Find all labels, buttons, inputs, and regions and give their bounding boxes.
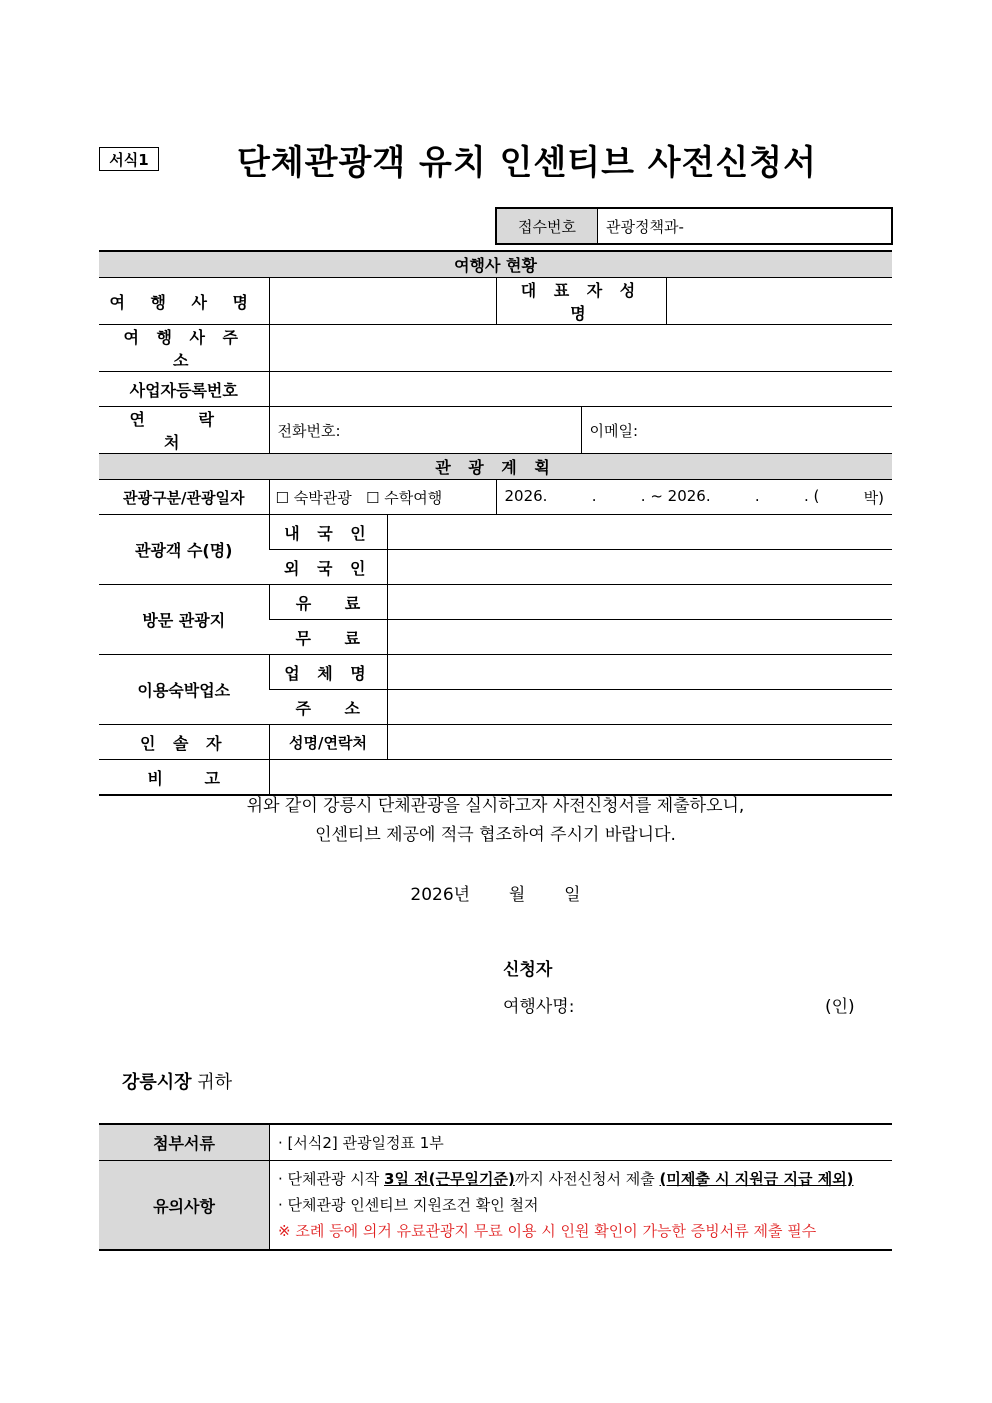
- section-heading-plan: 관 광 계 획: [99, 454, 892, 480]
- precautions-list: [270, 1161, 893, 1251]
- precaution-warning: ※ 조례 등에 의거 유료관광지 무료 이용 시 인원 확인이 가능한 증빙서류 제출 필수: [278, 1222, 817, 1240]
- statement-line-2: 인센티브 제공에 적극 협조하여 주시기 바랍니다.: [315, 825, 676, 845]
- precaution-item-1: [278, 1166, 884, 1192]
- date-separator: . ~ 2026.: [640, 486, 711, 505]
- domestic-count-field[interactable]: [387, 515, 892, 550]
- application-table: [99, 250, 892, 796]
- domestic-label: 내 국 인: [269, 515, 387, 550]
- representative-name-field[interactable]: [666, 278, 892, 325]
- attachments-item: · [서식2] 관광일정표 1부: [270, 1124, 893, 1161]
- date-start-year: 2026.: [504, 486, 548, 505]
- guide-contact-label: 성명/연락처: [269, 725, 387, 760]
- page-title: 단체관광객 유치 인센티브 사전신청서: [236, 143, 817, 183]
- phone-field[interactable]: [269, 407, 581, 454]
- agency-address-label: 여 행 사 주 소: [99, 325, 269, 372]
- paid-attractions-label: 유 료: [269, 585, 387, 620]
- section-heading-agency: 여행사 현황: [99, 251, 892, 278]
- phone-label: 전화번호:: [277, 421, 341, 440]
- lodging-address-field[interactable]: [387, 690, 892, 725]
- receipt-number-box: [495, 207, 893, 245]
- checkbox-overnight[interactable]: ☐ 숙박관광: [275, 488, 352, 507]
- agency-name-label: 여 행 사 명: [99, 278, 269, 325]
- lodging-name-label: 업 체 명: [269, 655, 387, 690]
- tour-type-options: [269, 480, 496, 515]
- business-registration-field[interactable]: [269, 372, 892, 407]
- precaution-item-2: · 단체관광 인센티브 지원조건 확인 철저: [278, 1196, 539, 1214]
- date-day: 일: [564, 885, 581, 905]
- precautions-label: 유의사항: [99, 1161, 270, 1251]
- remarks-field[interactable]: [269, 760, 892, 796]
- business-registration-label: 사업자등록번호: [99, 372, 269, 407]
- seal-mark: (인): [825, 997, 855, 1017]
- addressee-suffix: 귀하: [197, 1072, 233, 1093]
- statement-line-1: 위와 같이 강릉시 단체관광을 실시하고자 사전신청서를 제출하오니,: [246, 796, 745, 816]
- lodging-address-label: 주 소: [269, 690, 387, 725]
- agency-name-field[interactable]: [269, 278, 496, 325]
- tour-type-date-label: 관광구분/관광일자: [99, 480, 269, 515]
- date-month: 월: [508, 885, 526, 905]
- form-number-badge: 서식1: [99, 147, 159, 171]
- guide-label: 인 솔 자: [99, 725, 269, 760]
- visitor-count-label: 관광객 수(명): [99, 515, 269, 585]
- date-year: 2026년: [410, 885, 471, 905]
- attractions-label: 방문 관광지: [99, 585, 269, 655]
- checkbox-overnight-label: 숙박관광: [293, 488, 352, 507]
- statement: [99, 792, 892, 850]
- applicant-agency-label: 여행사명:: [503, 997, 575, 1017]
- addressee-name: 강릉시장: [122, 1072, 192, 1093]
- remarks-label: 비 고: [99, 760, 269, 796]
- checkbox-school-trip[interactable]: ☐ 수학여행: [366, 488, 443, 507]
- date-paren: . (: [803, 486, 820, 505]
- email-field[interactable]: [581, 407, 892, 454]
- date-nights: 박): [863, 488, 884, 507]
- contact-label: 연 락 처: [99, 407, 269, 454]
- email-label: 이메일:: [589, 421, 639, 440]
- notes-table: [99, 1123, 892, 1251]
- checkbox-school-trip-label: 수학여행: [384, 488, 443, 507]
- lodging-name-field[interactable]: [387, 655, 892, 690]
- addressee: [122, 1068, 232, 1094]
- application-date: [99, 880, 892, 905]
- applicant-heading: 신청자: [503, 960, 553, 980]
- precaution-text: 까지 사전신청서 제출: [514, 1170, 660, 1188]
- representative-name-label: 대 표 자 성 명: [496, 278, 666, 325]
- attachments-label: 첨부서류: [99, 1124, 270, 1161]
- agency-address-field[interactable]: [269, 325, 892, 372]
- precaution-exclusion: (미제출 시 지원금 지급 제외): [659, 1170, 854, 1188]
- date-dot: .: [591, 486, 597, 505]
- precaution-deadline: 3일 전(근무일기준): [384, 1170, 515, 1188]
- precaution-text: · 단체관광 시작: [278, 1170, 385, 1188]
- lodging-label: 이용숙박업소: [99, 655, 269, 725]
- receipt-number-field[interactable]: 관광정책과-: [598, 208, 893, 244]
- tour-date-field[interactable]: [496, 480, 892, 515]
- free-attractions-field[interactable]: [387, 620, 892, 655]
- date-dot: .: [754, 486, 760, 505]
- paid-attractions-field[interactable]: [387, 585, 892, 620]
- free-attractions-label: 무 료: [269, 620, 387, 655]
- guide-contact-field[interactable]: [387, 725, 892, 760]
- foreign-label: 외 국 인: [269, 550, 387, 585]
- foreign-count-field[interactable]: [387, 550, 892, 585]
- receipt-number-label: 접수번호: [496, 208, 598, 244]
